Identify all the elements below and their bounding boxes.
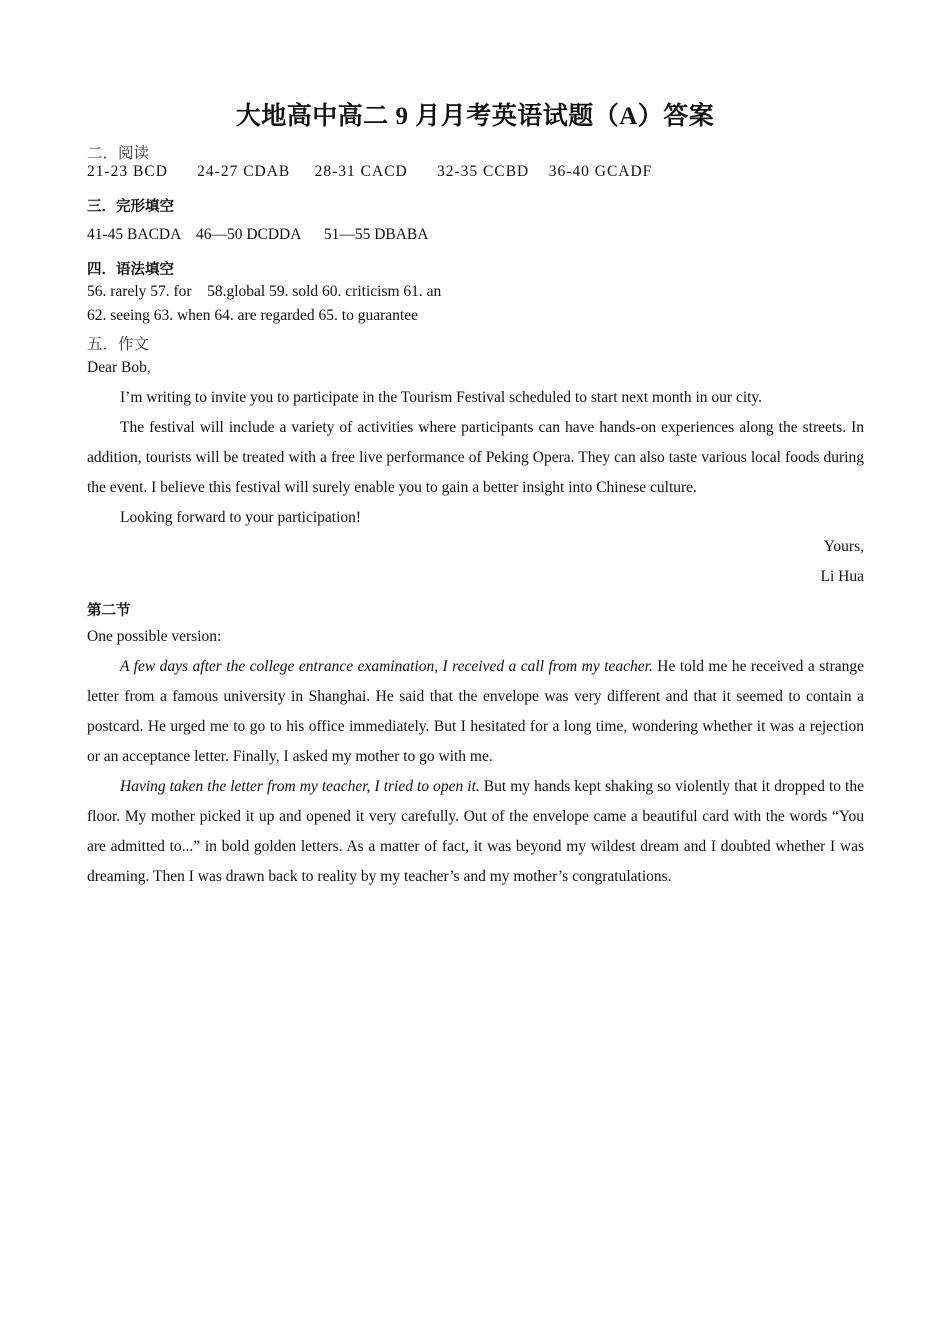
letter-paragraph-2: The festival will include a variety of activities where participants can have hands-on experiences along the streets. In addition, tourists will be treated with a free live performance of Peking Opera. They can also taste various local foods during the event. I believe this festival will surely enable you to gain a better insight into Chinese culture.: [87, 419, 864, 496]
letter-salutation: Dear Bob,: [87, 359, 151, 376]
grammar-answers-line-1: 56. rarely 57. for 58.global 59. sold 60. criticism 61. an: [87, 283, 442, 300]
cloze-answers: 41-45 BACDA 46—50 DCDDA 51—55 DBABA: [87, 226, 429, 243]
letter-signature: Li Hua: [820, 568, 864, 585]
cloze-heading: 三．完形填空: [87, 199, 174, 215]
reading-answers: 21-23 BCD 24-27 CDAB 28-31 CACD 32-35 CCBD 36-40 GCADF: [87, 163, 653, 180]
story-paragraph-2: [87, 772, 864, 892]
letter-paragraph-3: Looking forward to your participation!: [120, 509, 362, 526]
reading-heading: 二．阅读: [87, 145, 150, 162]
grammar-heading: 四．语法填空: [87, 262, 174, 278]
grammar-answers-line-2: 62. seeing 63. when 64. are regarded 65. to guarantee: [87, 307, 418, 324]
section2-intro: One possible version:: [87, 628, 222, 645]
section2-heading: 第二节: [87, 603, 131, 619]
story-paragraph-2-body: But my hands kept shaking so violently that it dropped to the floor. My mother picked it up and opened it very carefully. Out of the envelope came a beautiful card with the words “You are admitted to...” in bold golden letters. As a matter of fact, it was beyond my wildest dream and I doubted whether I was dreaming. Then I was drawn back to reality by my teacher’s and my mother’s congratulations.: [87, 778, 864, 885]
story-paragraph-2-opening: Having taken the letter from my teacher, I tried to open it.: [120, 778, 480, 795]
page-title: 大地高中高二 9 月月考英语试题（A）答案: [235, 103, 715, 130]
letter-paragraph-1: I’m writing to invite you to participate in the Tourism Festival scheduled to start next month in our city.: [120, 389, 763, 406]
story-paragraph-1: [87, 652, 864, 772]
story-paragraph-1-body: He told me he received a strange letter from a famous university in Shanghai. He said that the envelope was very different and that it seemed to contain a postcard. He urged me to go to his office immediately. But I hesitated for a long time, wondering whether it was a rejection or an acceptance letter. Finally, I asked my mother to go with me.: [87, 658, 864, 765]
story-paragraph-1-opening: A few days after the college entrance examination, I received a call from my teacher.: [120, 658, 653, 675]
writing-heading: 五．作文: [87, 336, 150, 353]
letter-closing: Yours,: [823, 538, 864, 555]
